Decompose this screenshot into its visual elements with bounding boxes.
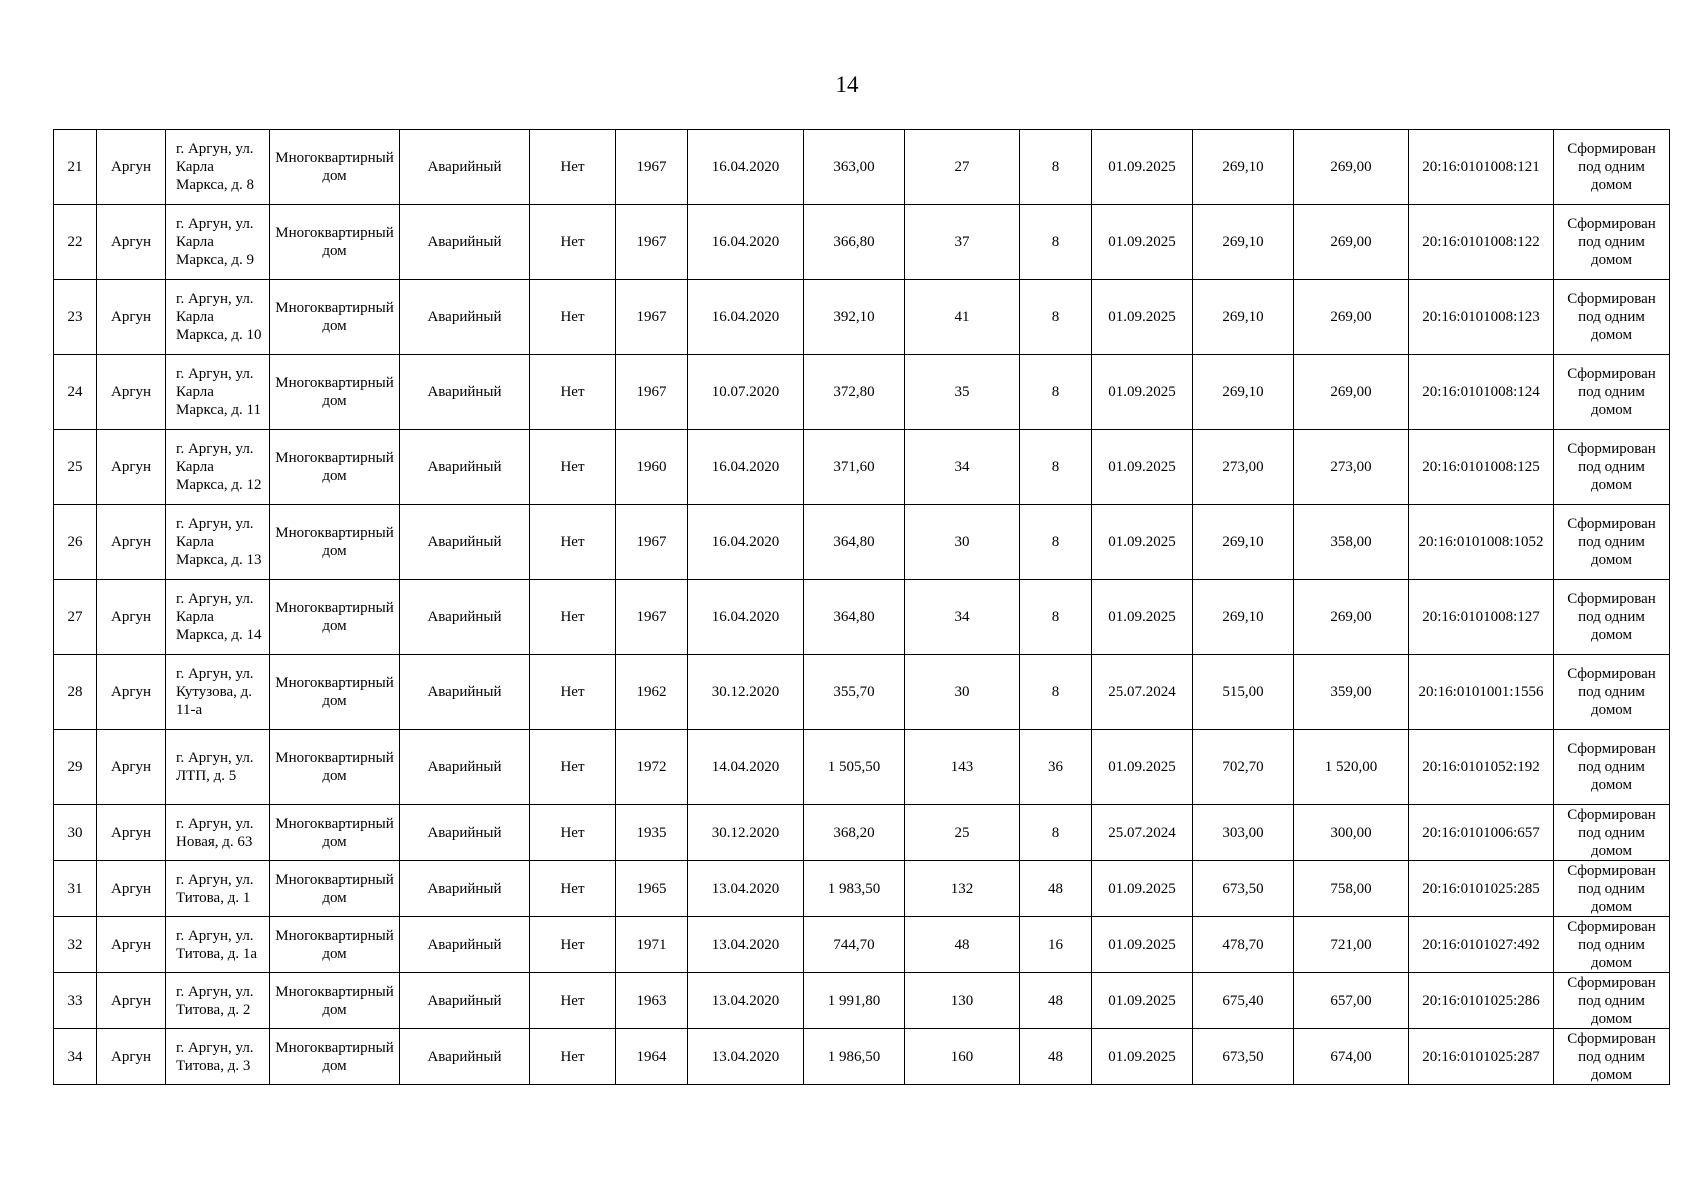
housing-registry-table xyxy=(53,129,1670,1085)
cadastral-number-cell: 20:16:0101025:286 xyxy=(1409,973,1554,1029)
cadastral-number-cell: 20:16:0101008:121 xyxy=(1409,130,1554,205)
land-note-cell: Сформирован под одним домом xyxy=(1554,973,1670,1029)
apartments-count-cell: 8 xyxy=(1020,130,1092,205)
building-type-cell: Многоквартирный дом xyxy=(270,130,400,205)
address-cell: г. Аргун, ул. Карла Маркса, д. 14 xyxy=(166,580,270,655)
total-area-cell: 1 505,50 xyxy=(804,730,905,805)
building-type-cell: Многоквартирный дом xyxy=(270,1029,400,1085)
apartments-count-cell: 8 xyxy=(1020,805,1092,861)
residents-count-cell: 30 xyxy=(905,505,1020,580)
row-number-cell: 22 xyxy=(54,205,97,280)
recognition-date-cell: 16.04.2020 xyxy=(688,430,804,505)
cadastral-number-cell: 20:16:0101008:1052 xyxy=(1409,505,1554,580)
recognition-date-cell: 16.04.2020 xyxy=(688,505,804,580)
land-area-cell: 273,00 xyxy=(1193,430,1294,505)
row-number-cell: 29 xyxy=(54,730,97,805)
residents-count-cell: 48 xyxy=(905,917,1020,973)
address-cell: г. Аргун, ул. Титова, д. 1а xyxy=(166,917,270,973)
city-cell: Аргун xyxy=(97,505,166,580)
recognition-date-cell: 13.04.2020 xyxy=(688,1029,804,1085)
apartments-count-cell: 8 xyxy=(1020,580,1092,655)
total-area-cell: 372,80 xyxy=(804,355,905,430)
land-area-cell: 675,40 xyxy=(1193,973,1294,1029)
city-cell: Аргун xyxy=(97,205,166,280)
total-area-cell: 355,70 xyxy=(804,655,905,730)
land-area-actual-cell: 721,00 xyxy=(1294,917,1409,973)
land-area-actual-cell: 269,00 xyxy=(1294,130,1409,205)
table-row xyxy=(54,505,1670,580)
deadline-date-cell: 01.09.2025 xyxy=(1092,1029,1193,1085)
address-cell: г. Аргун, ул. Карла Маркса, д. 13 xyxy=(166,505,270,580)
cadastral-number-cell: 20:16:0101052:192 xyxy=(1409,730,1554,805)
building-type-cell: Многоквартирный дом xyxy=(270,655,400,730)
land-note-cell: Сформирован под одним домом xyxy=(1554,1029,1670,1085)
deadline-date-cell: 01.09.2025 xyxy=(1092,580,1193,655)
land-note-cell: Сформирован под одним домом xyxy=(1554,730,1670,805)
land-note-cell: Сформирован под одним домом xyxy=(1554,861,1670,917)
table-row xyxy=(54,973,1670,1029)
deadline-date-cell: 01.09.2025 xyxy=(1092,430,1193,505)
land-note-cell: Сформирован под одним домом xyxy=(1554,805,1670,861)
construction-year-cell: 1935 xyxy=(616,805,688,861)
land-area-actual-cell: 269,00 xyxy=(1294,205,1409,280)
land-area-cell: 478,70 xyxy=(1193,917,1294,973)
flag-cell: Нет xyxy=(530,973,616,1029)
address-cell: г. Аргун, ул. Карла Маркса, д. 12 xyxy=(166,430,270,505)
apartments-count-cell: 48 xyxy=(1020,973,1092,1029)
residents-count-cell: 27 xyxy=(905,130,1020,205)
deadline-date-cell: 01.09.2025 xyxy=(1092,355,1193,430)
row-number-cell: 32 xyxy=(54,917,97,973)
total-area-cell: 363,00 xyxy=(804,130,905,205)
deadline-date-cell: 01.09.2025 xyxy=(1092,730,1193,805)
condition-status-cell: Аварийный xyxy=(400,505,530,580)
recognition-date-cell: 16.04.2020 xyxy=(688,280,804,355)
table-row xyxy=(54,805,1670,861)
table-row xyxy=(54,355,1670,430)
construction-year-cell: 1967 xyxy=(616,580,688,655)
recognition-date-cell: 13.04.2020 xyxy=(688,917,804,973)
address-cell: г. Аргун, ул. Титова, д. 1 xyxy=(166,861,270,917)
address-cell: г. Аргун, ул. ЛТП, д. 5 xyxy=(166,730,270,805)
row-number-cell: 28 xyxy=(54,655,97,730)
construction-year-cell: 1967 xyxy=(616,505,688,580)
construction-year-cell: 1967 xyxy=(616,280,688,355)
address-cell: г. Аргун, ул. Карла Маркса, д. 11 xyxy=(166,355,270,430)
apartments-count-cell: 36 xyxy=(1020,730,1092,805)
building-type-cell: Многоквартирный дом xyxy=(270,805,400,861)
construction-year-cell: 1971 xyxy=(616,917,688,973)
cadastral-number-cell: 20:16:0101008:127 xyxy=(1409,580,1554,655)
apartments-count-cell: 8 xyxy=(1020,505,1092,580)
row-number-cell: 25 xyxy=(54,430,97,505)
land-area-cell: 515,00 xyxy=(1193,655,1294,730)
total-area-cell: 368,20 xyxy=(804,805,905,861)
building-type-cell: Многоквартирный дом xyxy=(270,861,400,917)
construction-year-cell: 1967 xyxy=(616,205,688,280)
recognition-date-cell: 30.12.2020 xyxy=(688,655,804,730)
building-type-cell: Многоквартирный дом xyxy=(270,580,400,655)
land-area-actual-cell: 758,00 xyxy=(1294,861,1409,917)
condition-status-cell: Аварийный xyxy=(400,655,530,730)
construction-year-cell: 1964 xyxy=(616,1029,688,1085)
condition-status-cell: Аварийный xyxy=(400,280,530,355)
construction-year-cell: 1962 xyxy=(616,655,688,730)
apartments-count-cell: 8 xyxy=(1020,355,1092,430)
recognition-date-cell: 13.04.2020 xyxy=(688,861,804,917)
total-area-cell: 1 991,80 xyxy=(804,973,905,1029)
deadline-date-cell: 01.09.2025 xyxy=(1092,917,1193,973)
table-row xyxy=(54,1029,1670,1085)
flag-cell: Нет xyxy=(530,205,616,280)
cadastral-number-cell: 20:16:0101008:125 xyxy=(1409,430,1554,505)
table-row xyxy=(54,730,1670,805)
cadastral-number-cell: 20:16:0101027:492 xyxy=(1409,917,1554,973)
apartments-count-cell: 8 xyxy=(1020,655,1092,730)
building-type-cell: Многоквартирный дом xyxy=(270,917,400,973)
table-row xyxy=(54,280,1670,355)
apartments-count-cell: 48 xyxy=(1020,1029,1092,1085)
table-row xyxy=(54,861,1670,917)
address-cell: г. Аргун, ул. Карла Маркса, д. 8 xyxy=(166,130,270,205)
residents-count-cell: 34 xyxy=(905,580,1020,655)
land-area-cell: 702,70 xyxy=(1193,730,1294,805)
city-cell: Аргун xyxy=(97,655,166,730)
residents-count-cell: 160 xyxy=(905,1029,1020,1085)
apartments-count-cell: 8 xyxy=(1020,280,1092,355)
land-area-cell: 269,10 xyxy=(1193,130,1294,205)
building-type-cell: Многоквартирный дом xyxy=(270,280,400,355)
table-row xyxy=(54,430,1670,505)
row-number-cell: 21 xyxy=(54,130,97,205)
address-cell: г. Аргун, ул. Кутузова, д. 11-а xyxy=(166,655,270,730)
apartments-count-cell: 48 xyxy=(1020,861,1092,917)
cadastral-number-cell: 20:16:0101001:1556 xyxy=(1409,655,1554,730)
land-note-cell: Сформирован под одним домом xyxy=(1554,130,1670,205)
deadline-date-cell: 01.09.2025 xyxy=(1092,130,1193,205)
building-type-cell: Многоквартирный дом xyxy=(270,430,400,505)
total-area-cell: 744,70 xyxy=(804,917,905,973)
residents-count-cell: 132 xyxy=(905,861,1020,917)
total-area-cell: 1 983,50 xyxy=(804,861,905,917)
recognition-date-cell: 14.04.2020 xyxy=(688,730,804,805)
land-area-actual-cell: 269,00 xyxy=(1294,280,1409,355)
building-type-cell: Многоквартирный дом xyxy=(270,355,400,430)
table-body xyxy=(54,130,1670,1085)
flag-cell: Нет xyxy=(530,505,616,580)
total-area-cell: 364,80 xyxy=(804,505,905,580)
condition-status-cell: Аварийный xyxy=(400,130,530,205)
construction-year-cell: 1960 xyxy=(616,430,688,505)
table-row xyxy=(54,130,1670,205)
recognition-date-cell: 16.04.2020 xyxy=(688,580,804,655)
land-area-actual-cell: 1 520,00 xyxy=(1294,730,1409,805)
condition-status-cell: Аварийный xyxy=(400,580,530,655)
address-cell: г. Аргун, ул. Титова, д. 3 xyxy=(166,1029,270,1085)
flag-cell: Нет xyxy=(530,280,616,355)
city-cell: Аргун xyxy=(97,730,166,805)
land-area-actual-cell: 359,00 xyxy=(1294,655,1409,730)
condition-status-cell: Аварийный xyxy=(400,205,530,280)
land-area-actual-cell: 674,00 xyxy=(1294,1029,1409,1085)
construction-year-cell: 1967 xyxy=(616,355,688,430)
construction-year-cell: 1967 xyxy=(616,130,688,205)
apartments-count-cell: 8 xyxy=(1020,205,1092,280)
land-note-cell: Сформирован под одним домом xyxy=(1554,917,1670,973)
residents-count-cell: 130 xyxy=(905,973,1020,1029)
city-cell: Аргун xyxy=(97,430,166,505)
address-cell: г. Аргун, ул. Карла Маркса, д. 9 xyxy=(166,205,270,280)
total-area-cell: 371,60 xyxy=(804,430,905,505)
flag-cell: Нет xyxy=(530,655,616,730)
flag-cell: Нет xyxy=(530,130,616,205)
address-cell: г. Аргун, ул. Титова, д. 2 xyxy=(166,973,270,1029)
land-note-cell: Сформирован под одним домом xyxy=(1554,580,1670,655)
land-area-actual-cell: 269,00 xyxy=(1294,355,1409,430)
condition-status-cell: Аварийный xyxy=(400,917,530,973)
land-area-cell: 673,50 xyxy=(1193,1029,1294,1085)
land-note-cell: Сформирован под одним домом xyxy=(1554,355,1670,430)
residents-count-cell: 35 xyxy=(905,355,1020,430)
deadline-date-cell: 01.09.2025 xyxy=(1092,205,1193,280)
construction-year-cell: 1972 xyxy=(616,730,688,805)
cadastral-number-cell: 20:16:0101025:285 xyxy=(1409,861,1554,917)
land-note-cell: Сформирован под одним домом xyxy=(1554,205,1670,280)
residents-count-cell: 41 xyxy=(905,280,1020,355)
building-type-cell: Многоквартирный дом xyxy=(270,973,400,1029)
construction-year-cell: 1965 xyxy=(616,861,688,917)
flag-cell: Нет xyxy=(530,1029,616,1085)
table-row xyxy=(54,917,1670,973)
land-note-cell: Сформирован под одним домом xyxy=(1554,655,1670,730)
total-area-cell: 392,10 xyxy=(804,280,905,355)
row-number-cell: 27 xyxy=(54,580,97,655)
land-area-cell: 673,50 xyxy=(1193,861,1294,917)
cadastral-number-cell: 20:16:0101006:657 xyxy=(1409,805,1554,861)
deadline-date-cell: 01.09.2025 xyxy=(1092,280,1193,355)
flag-cell: Нет xyxy=(530,730,616,805)
total-area-cell: 366,80 xyxy=(804,205,905,280)
row-number-cell: 30 xyxy=(54,805,97,861)
row-number-cell: 33 xyxy=(54,973,97,1029)
flag-cell: Нет xyxy=(530,917,616,973)
city-cell: Аргун xyxy=(97,917,166,973)
residents-count-cell: 25 xyxy=(905,805,1020,861)
condition-status-cell: Аварийный xyxy=(400,355,530,430)
land-area-cell: 269,10 xyxy=(1193,505,1294,580)
address-cell: г. Аргун, ул. Карла Маркса, д. 10 xyxy=(166,280,270,355)
land-note-cell: Сформирован под одним домом xyxy=(1554,430,1670,505)
flag-cell: Нет xyxy=(530,805,616,861)
total-area-cell: 1 986,50 xyxy=(804,1029,905,1085)
recognition-date-cell: 30.12.2020 xyxy=(688,805,804,861)
recognition-date-cell: 16.04.2020 xyxy=(688,205,804,280)
apartments-count-cell: 8 xyxy=(1020,430,1092,505)
recognition-date-cell: 13.04.2020 xyxy=(688,973,804,1029)
row-number-cell: 31 xyxy=(54,861,97,917)
residents-count-cell: 34 xyxy=(905,430,1020,505)
flag-cell: Нет xyxy=(530,355,616,430)
flag-cell: Нет xyxy=(530,580,616,655)
land-area-actual-cell: 300,00 xyxy=(1294,805,1409,861)
total-area-cell: 364,80 xyxy=(804,580,905,655)
deadline-date-cell: 01.09.2025 xyxy=(1092,861,1193,917)
land-area-actual-cell: 358,00 xyxy=(1294,505,1409,580)
building-type-cell: Многоквартирный дом xyxy=(270,505,400,580)
residents-count-cell: 143 xyxy=(905,730,1020,805)
recognition-date-cell: 10.07.2020 xyxy=(688,355,804,430)
cadastral-number-cell: 20:16:0101008:123 xyxy=(1409,280,1554,355)
row-number-cell: 26 xyxy=(54,505,97,580)
city-cell: Аргун xyxy=(97,280,166,355)
city-cell: Аргун xyxy=(97,861,166,917)
building-type-cell: Многоквартирный дом xyxy=(270,730,400,805)
building-type-cell: Многоквартирный дом xyxy=(270,205,400,280)
deadline-date-cell: 01.09.2025 xyxy=(1092,973,1193,1029)
land-area-actual-cell: 273,00 xyxy=(1294,430,1409,505)
row-number-cell: 23 xyxy=(54,280,97,355)
condition-status-cell: Аварийный xyxy=(400,430,530,505)
city-cell: Аргун xyxy=(97,580,166,655)
row-number-cell: 24 xyxy=(54,355,97,430)
row-number-cell: 34 xyxy=(54,1029,97,1085)
land-area-actual-cell: 657,00 xyxy=(1294,973,1409,1029)
land-area-actual-cell: 269,00 xyxy=(1294,580,1409,655)
table-row xyxy=(54,205,1670,280)
flag-cell: Нет xyxy=(530,430,616,505)
cadastral-number-cell: 20:16:0101008:122 xyxy=(1409,205,1554,280)
residents-count-cell: 30 xyxy=(905,655,1020,730)
condition-status-cell: Аварийный xyxy=(400,730,530,805)
land-area-cell: 269,10 xyxy=(1193,580,1294,655)
condition-status-cell: Аварийный xyxy=(400,861,530,917)
table-row xyxy=(54,580,1670,655)
city-cell: Аргун xyxy=(97,355,166,430)
deadline-date-cell: 25.07.2024 xyxy=(1092,655,1193,730)
cadastral-number-cell: 20:16:0101008:124 xyxy=(1409,355,1554,430)
deadline-date-cell: 01.09.2025 xyxy=(1092,505,1193,580)
residents-count-cell: 37 xyxy=(905,205,1020,280)
flag-cell: Нет xyxy=(530,861,616,917)
land-area-cell: 269,10 xyxy=(1193,355,1294,430)
city-cell: Аргун xyxy=(97,1029,166,1085)
address-cell: г. Аргун, ул. Новая, д. 63 xyxy=(166,805,270,861)
land-note-cell: Сформирован под одним домом xyxy=(1554,505,1670,580)
condition-status-cell: Аварийный xyxy=(400,805,530,861)
recognition-date-cell: 16.04.2020 xyxy=(688,130,804,205)
land-note-cell: Сформирован под одним домом xyxy=(1554,280,1670,355)
table-row xyxy=(54,655,1670,730)
city-cell: Аргун xyxy=(97,805,166,861)
land-area-cell: 269,10 xyxy=(1193,205,1294,280)
deadline-date-cell: 25.07.2024 xyxy=(1092,805,1193,861)
construction-year-cell: 1963 xyxy=(616,973,688,1029)
condition-status-cell: Аварийный xyxy=(400,973,530,1029)
city-cell: Аргун xyxy=(97,973,166,1029)
cadastral-number-cell: 20:16:0101025:287 xyxy=(1409,1029,1554,1085)
land-area-cell: 269,10 xyxy=(1193,280,1294,355)
apartments-count-cell: 16 xyxy=(1020,917,1092,973)
page-number: 14 xyxy=(835,72,859,97)
city-cell: Аргун xyxy=(97,130,166,205)
land-area-cell: 303,00 xyxy=(1193,805,1294,861)
condition-status-cell: Аварийный xyxy=(400,1029,530,1085)
